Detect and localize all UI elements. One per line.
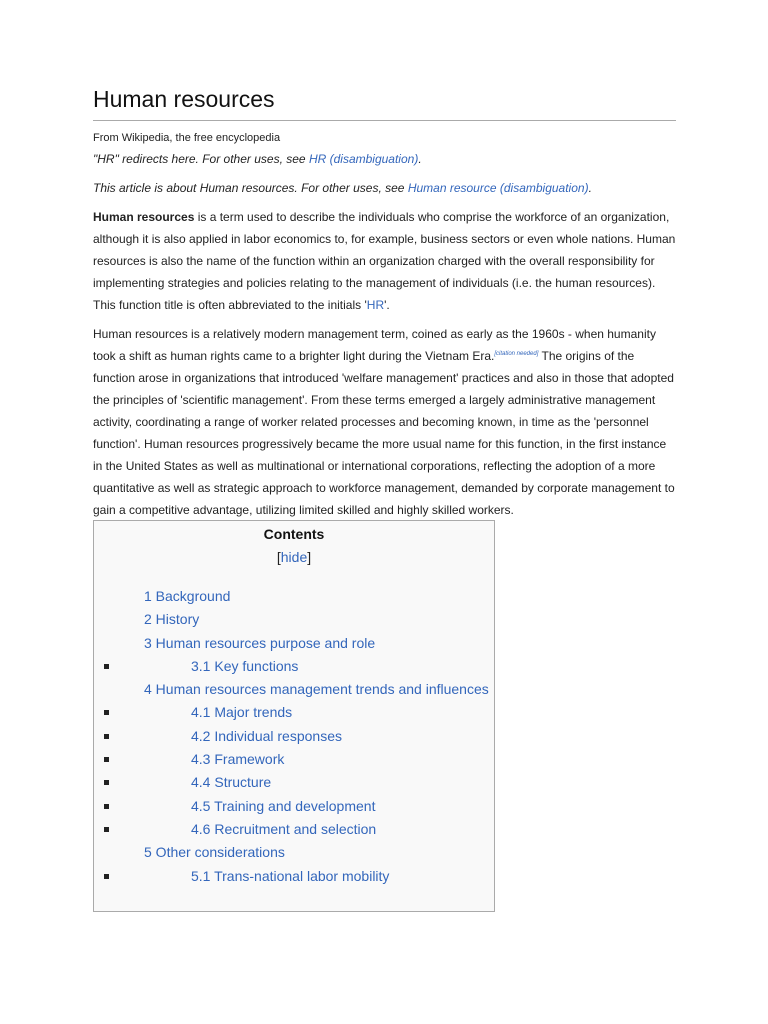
toc-link-structure[interactable]: 4.4 Structure [191,774,272,791]
site-tagline: From Wikipedia, the free encyclopedia [93,132,281,144]
toc-item [94,771,494,794]
toc-link-individual-responses[interactable]: 4.2 Individual responses [191,727,342,744]
table-of-contents [93,520,495,912]
bullet-icon [104,710,109,715]
toc-toggle-close: ] [307,549,312,565]
toc-toggle-open: [ [276,549,281,565]
history-paragraph [93,323,676,521]
bullet-icon [104,827,109,832]
toc-item [94,865,494,888]
toc-item [94,585,494,608]
bullet-icon [104,757,109,762]
history-text-1: Human resources is a relatively modern management term, coined as early as the 1960s - when humanity took a shift as human rights came to a brighter light during the Vietnam Era. [93,327,656,363]
hatnote-human-resource [93,181,676,196]
history-text-2: The origins of the function arose in organizations that introduced 'welfare management' practices and also in those that adopted the principles of 'scientific management'. From these terms emerged a largely administrative management activity, coordinating a range of worker related processes and becoming known, in time as the 'personnel function'. Human resources progressively became the more usual name for this function, in the first instance in the United States as well as multinational or international corporations, reflecting the adoption of a more quantitative as well as strategic approach to workforce management, demanded by corporate management to gain a competitive advantage, utilizing limited skilled and highly skilled workers. [93,349,675,517]
intro-text: is a term used to describe the individuals who comprise the workforce of an organization, although it is also applied in labor economics to, for example, business sectors or even whole nations. Human resources is also the name of the function within an organization charged with the overall responsibility for implementing strategies and policies relating to the management of individuals (i.e. the human resources). This function title is often abbreviated to the initials ' [93,210,676,312]
hatnote-hr-text: "HR" redirects here. For other uses, see [93,152,309,166]
citation-needed [494,351,538,357]
hatnote-hr [93,152,676,167]
citation-needed-link[interactable]: [citation needed] [494,351,539,357]
hr-link[interactable]: HR [366,298,385,312]
human-resource-disambiguation-link[interactable]: Human resource (disambiguation) [407,181,589,195]
intro-bold-term: Human resources [93,210,195,224]
toc-link-major-trends[interactable]: 4.1 Major trends [191,704,293,721]
intro-paragraph [93,206,676,316]
hatnote-hrs-suffix: . [588,181,592,195]
bullet-icon [104,664,109,669]
bullet-icon [104,734,109,739]
toc-item [94,608,494,631]
toc-item [94,678,494,701]
toc-title: Contents [263,526,325,542]
toc-toggle [94,549,494,565]
toc-link-key-functions[interactable]: 3.1 Key functions [191,657,299,674]
page-title: Human resources [93,84,676,121]
toc-item [94,841,494,864]
bullet-icon [104,874,109,879]
toc-link-training-development[interactable]: 4.5 Training and development [191,797,376,814]
toc-item [94,748,494,771]
toc-link-purpose-role[interactable]: 3 Human resources purpose and role [144,634,376,651]
hr-disambiguation-link[interactable]: HR (disambiguation) [308,152,419,166]
hatnote-hr-suffix: . [418,152,422,166]
toc-link-history[interactable]: 2 History [144,611,200,628]
bullet-icon [104,804,109,809]
intro-suffix: '. [384,298,390,312]
toc-list [94,585,494,888]
bullet-icon [104,780,109,785]
toc-item [94,725,494,748]
toc-link-labor-mobility[interactable]: 5.1 Trans-national labor mobility [191,867,390,884]
toc-item [94,701,494,724]
hatnote-hrs-text: This article is about Human resources. For other uses, see [93,181,408,195]
toc-item [94,795,494,818]
toc-link-trends-influences[interactable]: 4 Human resources management trends and influences [144,681,489,698]
toc-link-recruitment-selection[interactable]: 4.6 Recruitment and selection [191,820,377,837]
toc-item [94,818,494,841]
toc-hide-link[interactable]: hide [280,549,308,565]
toc-item [94,655,494,678]
article [93,84,676,521]
toc-link-background[interactable]: 1 Background [144,588,231,604]
toc-link-other-considerations[interactable]: 5 Other considerations [144,844,285,861]
toc-link-framework[interactable]: 4.3 Framework [191,751,285,768]
toc-item [94,632,494,655]
